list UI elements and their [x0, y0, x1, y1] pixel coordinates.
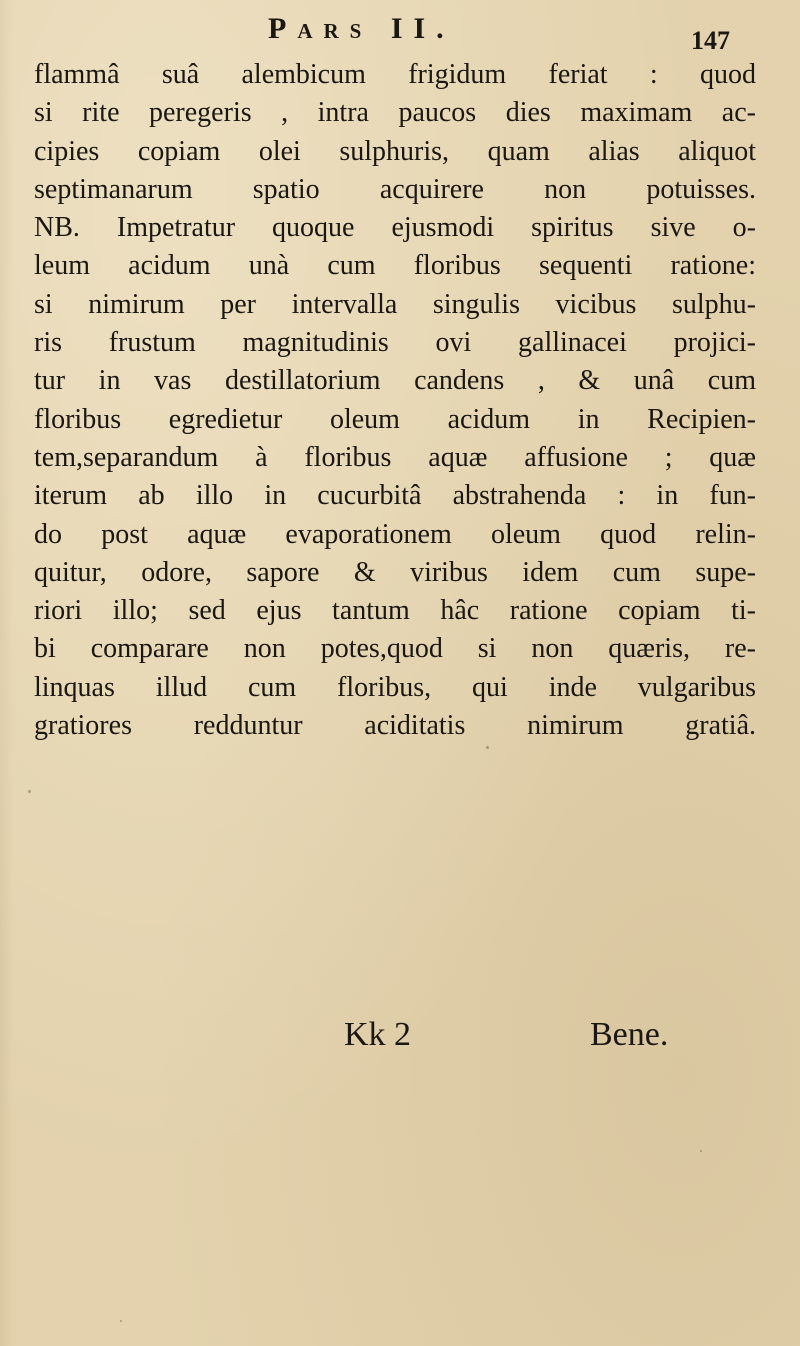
text-line: cipies copiam olei sulphuris, quam alias aliquot	[34, 135, 756, 167]
catchword: Bene.	[590, 1016, 669, 1053]
text-line: leum acidum unà cum floribus sequenti ratione:	[34, 250, 756, 282]
text-line: linquas illud cum floribus, qui inde vulgaribus	[34, 671, 756, 703]
text-line: si rite peregeris , intra paucos dies maximam ac-	[34, 97, 756, 129]
text-line: septimanarum spatio acquirere non potuisses.	[34, 173, 756, 205]
text-line: ris frustum magnitudinis ovi gallinacei projici-	[34, 327, 756, 359]
text-line: tem,separandum à floribus aquæ affusione ; quæ	[34, 441, 756, 473]
paper-speck	[120, 1320, 122, 1322]
signature-mark: Kk 2	[344, 1016, 412, 1053]
body-text	[34, 56, 756, 745]
page-header	[0, 8, 800, 55]
running-title: Pars II.	[268, 12, 455, 45]
text-line: iterum ab illo in cucurbitâ abstrahenda : in fun-	[34, 480, 756, 512]
text-line: tur in vas destillatorium candens , & unâ cum	[34, 365, 756, 397]
text-line: do post aquæ evaporationem oleum quod relin-	[34, 518, 756, 550]
text-line: gratiores redduntur aciditatis nimirum gratiâ.	[34, 710, 756, 742]
text-line: flammâ suâ alembicum frigidum feriat : quod	[34, 59, 756, 90]
paper-speck	[700, 1150, 702, 1152]
text-line: riori illo; sed ejus tantum hâc ratione copiam ti-	[34, 595, 756, 627]
text-line: floribus egredietur oleum acidum in Recipien-	[34, 403, 756, 435]
paper-speck	[28, 790, 31, 793]
paper-speck	[486, 746, 489, 749]
text-line: bi comparare non potes,quod si non quæris, re-	[34, 633, 756, 665]
text-line: quitur, odore, sapore & viribus idem cum supe-	[34, 556, 756, 588]
page-footer	[0, 1016, 800, 1066]
page-number: 147	[691, 26, 730, 55]
text-line: si nimirum per intervalla singulis vicibus sulphu-	[34, 288, 756, 320]
text-line: NB. Impetratur quoque ejusmodi spiritus sive o-	[34, 212, 756, 244]
